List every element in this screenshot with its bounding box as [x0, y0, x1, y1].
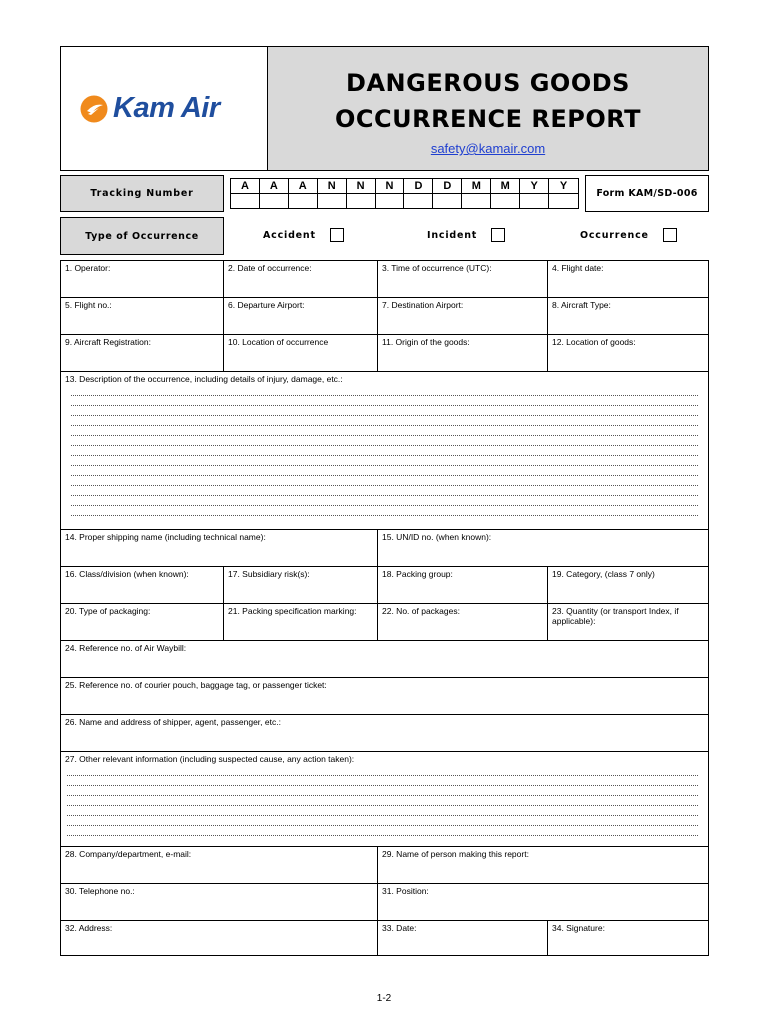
field-row [61, 298, 708, 335]
signature-field[interactable]: 34. Signature: [552, 923, 605, 933]
date-field[interactable]: 33. Date: [378, 921, 548, 955]
tracking-code: M [491, 179, 520, 194]
field-row [61, 530, 708, 567]
safety-email-link[interactable]: safety@kamair.com [430, 141, 546, 156]
operator-field[interactable]: 1. Operator: [61, 261, 224, 297]
field-row [61, 847, 708, 884]
report-fields [60, 260, 709, 956]
form-id: Form KAM/SD-006 [585, 175, 709, 212]
option-accident [263, 228, 344, 242]
tracking-entry-box[interactable] [433, 194, 462, 209]
field-row [61, 567, 708, 604]
field-row [61, 261, 708, 298]
tracking-entry-box[interactable] [231, 194, 260, 209]
tracking-code: D [404, 179, 433, 194]
option-incident-label: Incident [427, 229, 478, 241]
tracking-code: Y [520, 179, 549, 194]
tracking-code: A [231, 179, 260, 194]
tracking-entry-box[interactable] [347, 194, 376, 209]
logo-cell [61, 47, 268, 170]
flight-no-field[interactable]: 5. Flight no.: [61, 298, 224, 334]
title-cell [268, 47, 708, 170]
page-number: 1-2 [376, 993, 392, 1004]
type-of-packaging-field[interactable]: 20. Type of packaging: [61, 604, 224, 640]
field-row [61, 678, 708, 715]
type-of-occurrence-label: Type of Occurrence [60, 217, 224, 255]
location-of-goods-field[interactable]: 12. Location of goods: [552, 337, 636, 347]
tracking-entry-box[interactable] [491, 194, 520, 209]
other-information-lines [65, 764, 704, 836]
field-row [61, 921, 708, 955]
un-id-no-field[interactable]: 15. UN/ID no. (when known): [382, 532, 492, 542]
tracking-code: N [318, 179, 347, 194]
tracking-entry-box[interactable] [462, 194, 491, 209]
air-waybill-field[interactable]: 24. Reference no. of Air Waybill: [65, 643, 187, 653]
description-field[interactable] [61, 372, 708, 529]
departure-airport-field[interactable]: 6. Departure Airport: [224, 298, 378, 334]
field-row [61, 641, 708, 678]
tracking-entry-box[interactable] [318, 194, 347, 209]
tracking-entry-box[interactable] [404, 194, 433, 209]
field-row [61, 604, 708, 641]
position-field[interactable]: 31. Position: [382, 886, 429, 896]
no-of-packages-field[interactable]: 22. No. of packages: [378, 604, 548, 640]
flight-date-field[interactable]: 4. Flight date: [552, 263, 604, 273]
occurrence-checkbox[interactable] [663, 228, 677, 242]
packing-group-field[interactable]: 18. Packing group: [378, 567, 548, 603]
option-accident-label: Accident [263, 229, 316, 241]
option-occurrence-label: Occurrence [580, 229, 649, 241]
reporter-name-field[interactable]: 29. Name of person making this report: [382, 849, 529, 859]
telephone-field[interactable]: 30. Telephone no.: [61, 884, 378, 920]
option-incident [427, 228, 505, 242]
accident-checkbox[interactable] [330, 228, 344, 242]
destination-airport-field[interactable]: 7. Destination Airport: [378, 298, 548, 334]
class-division-field[interactable]: 16. Class/division (when known): [61, 567, 224, 603]
incident-checkbox[interactable] [491, 228, 505, 242]
quantity-field[interactable]: 23. Quantity (or transport Index, if applicable): [552, 606, 679, 626]
subsidiary-risk-field[interactable]: 17. Subsidiary risk(s): [224, 567, 378, 603]
tracking-code: A [260, 179, 289, 194]
tracking-entry-box[interactable] [260, 194, 289, 209]
date-of-occurrence-field[interactable]: 2. Date of occurrence: [224, 261, 378, 297]
field-row [61, 715, 708, 752]
tracking-entry-box[interactable] [289, 194, 318, 209]
tracking-code: A [289, 179, 318, 194]
time-of-occurrence-field[interactable]: 3. Time of occurrence (UTC): [378, 261, 548, 297]
proper-shipping-name-field[interactable]: 14. Proper shipping name (including technical name): [61, 530, 378, 566]
field-row [61, 884, 708, 921]
kam-air-logo [79, 92, 220, 125]
category-field[interactable]: 19. Category, (class 7 only) [552, 569, 655, 579]
tracking-number-grid [230, 178, 579, 209]
tracking-code: N [347, 179, 376, 194]
logo-text: Kam Air [113, 92, 220, 124]
aircraft-type-field[interactable]: 8. Aircraft Type: [552, 300, 611, 310]
location-of-occurrence-field[interactable]: 10. Location of occurrence [224, 335, 378, 371]
aircraft-registration-field[interactable]: 9. Aircraft Registration: [61, 335, 224, 371]
title-line-2: OCCURRENCE REPORT [334, 105, 642, 133]
company-department-field[interactable]: 28. Company/department, e-mail: [61, 847, 378, 883]
description-lines [65, 384, 704, 516]
other-information-label: 27. Other relevant information (including suspected cause, any action taken): [65, 754, 355, 764]
shipper-address-field[interactable]: 26. Name and address of shipper, agent, passenger, etc.: [65, 717, 281, 727]
tracking-entry-box[interactable] [549, 194, 578, 209]
other-information-field[interactable] [61, 752, 708, 846]
origin-of-goods-field[interactable]: 11. Origin of the goods: [378, 335, 548, 371]
field-row [61, 752, 708, 847]
tracking-code: D [433, 179, 462, 194]
courier-pouch-field[interactable]: 25. Reference no. of courier pouch, baggage tag, or passenger ticket: [65, 680, 327, 690]
tracking-entry-box[interactable] [376, 194, 405, 209]
tracking-code: Y [549, 179, 578, 194]
address-field[interactable]: 32. Address: [61, 921, 378, 955]
tracking-code: M [462, 179, 491, 194]
tracking-code: N [376, 179, 405, 194]
description-label: 13. Description of the occurrence, including details of injury, damage, etc.: [65, 374, 343, 384]
packing-specification-field[interactable]: 21. Packing specification marking: [224, 604, 378, 640]
title-line-1: DANGEROUS GOODS [346, 69, 630, 97]
field-row [61, 372, 708, 530]
field-row [61, 335, 708, 372]
option-occurrence [580, 228, 677, 242]
kam-air-emblem-icon [79, 94, 109, 124]
tracking-number-label: Tracking Number [60, 175, 224, 212]
form-header [60, 46, 709, 171]
tracking-entry-box[interactable] [520, 194, 549, 209]
